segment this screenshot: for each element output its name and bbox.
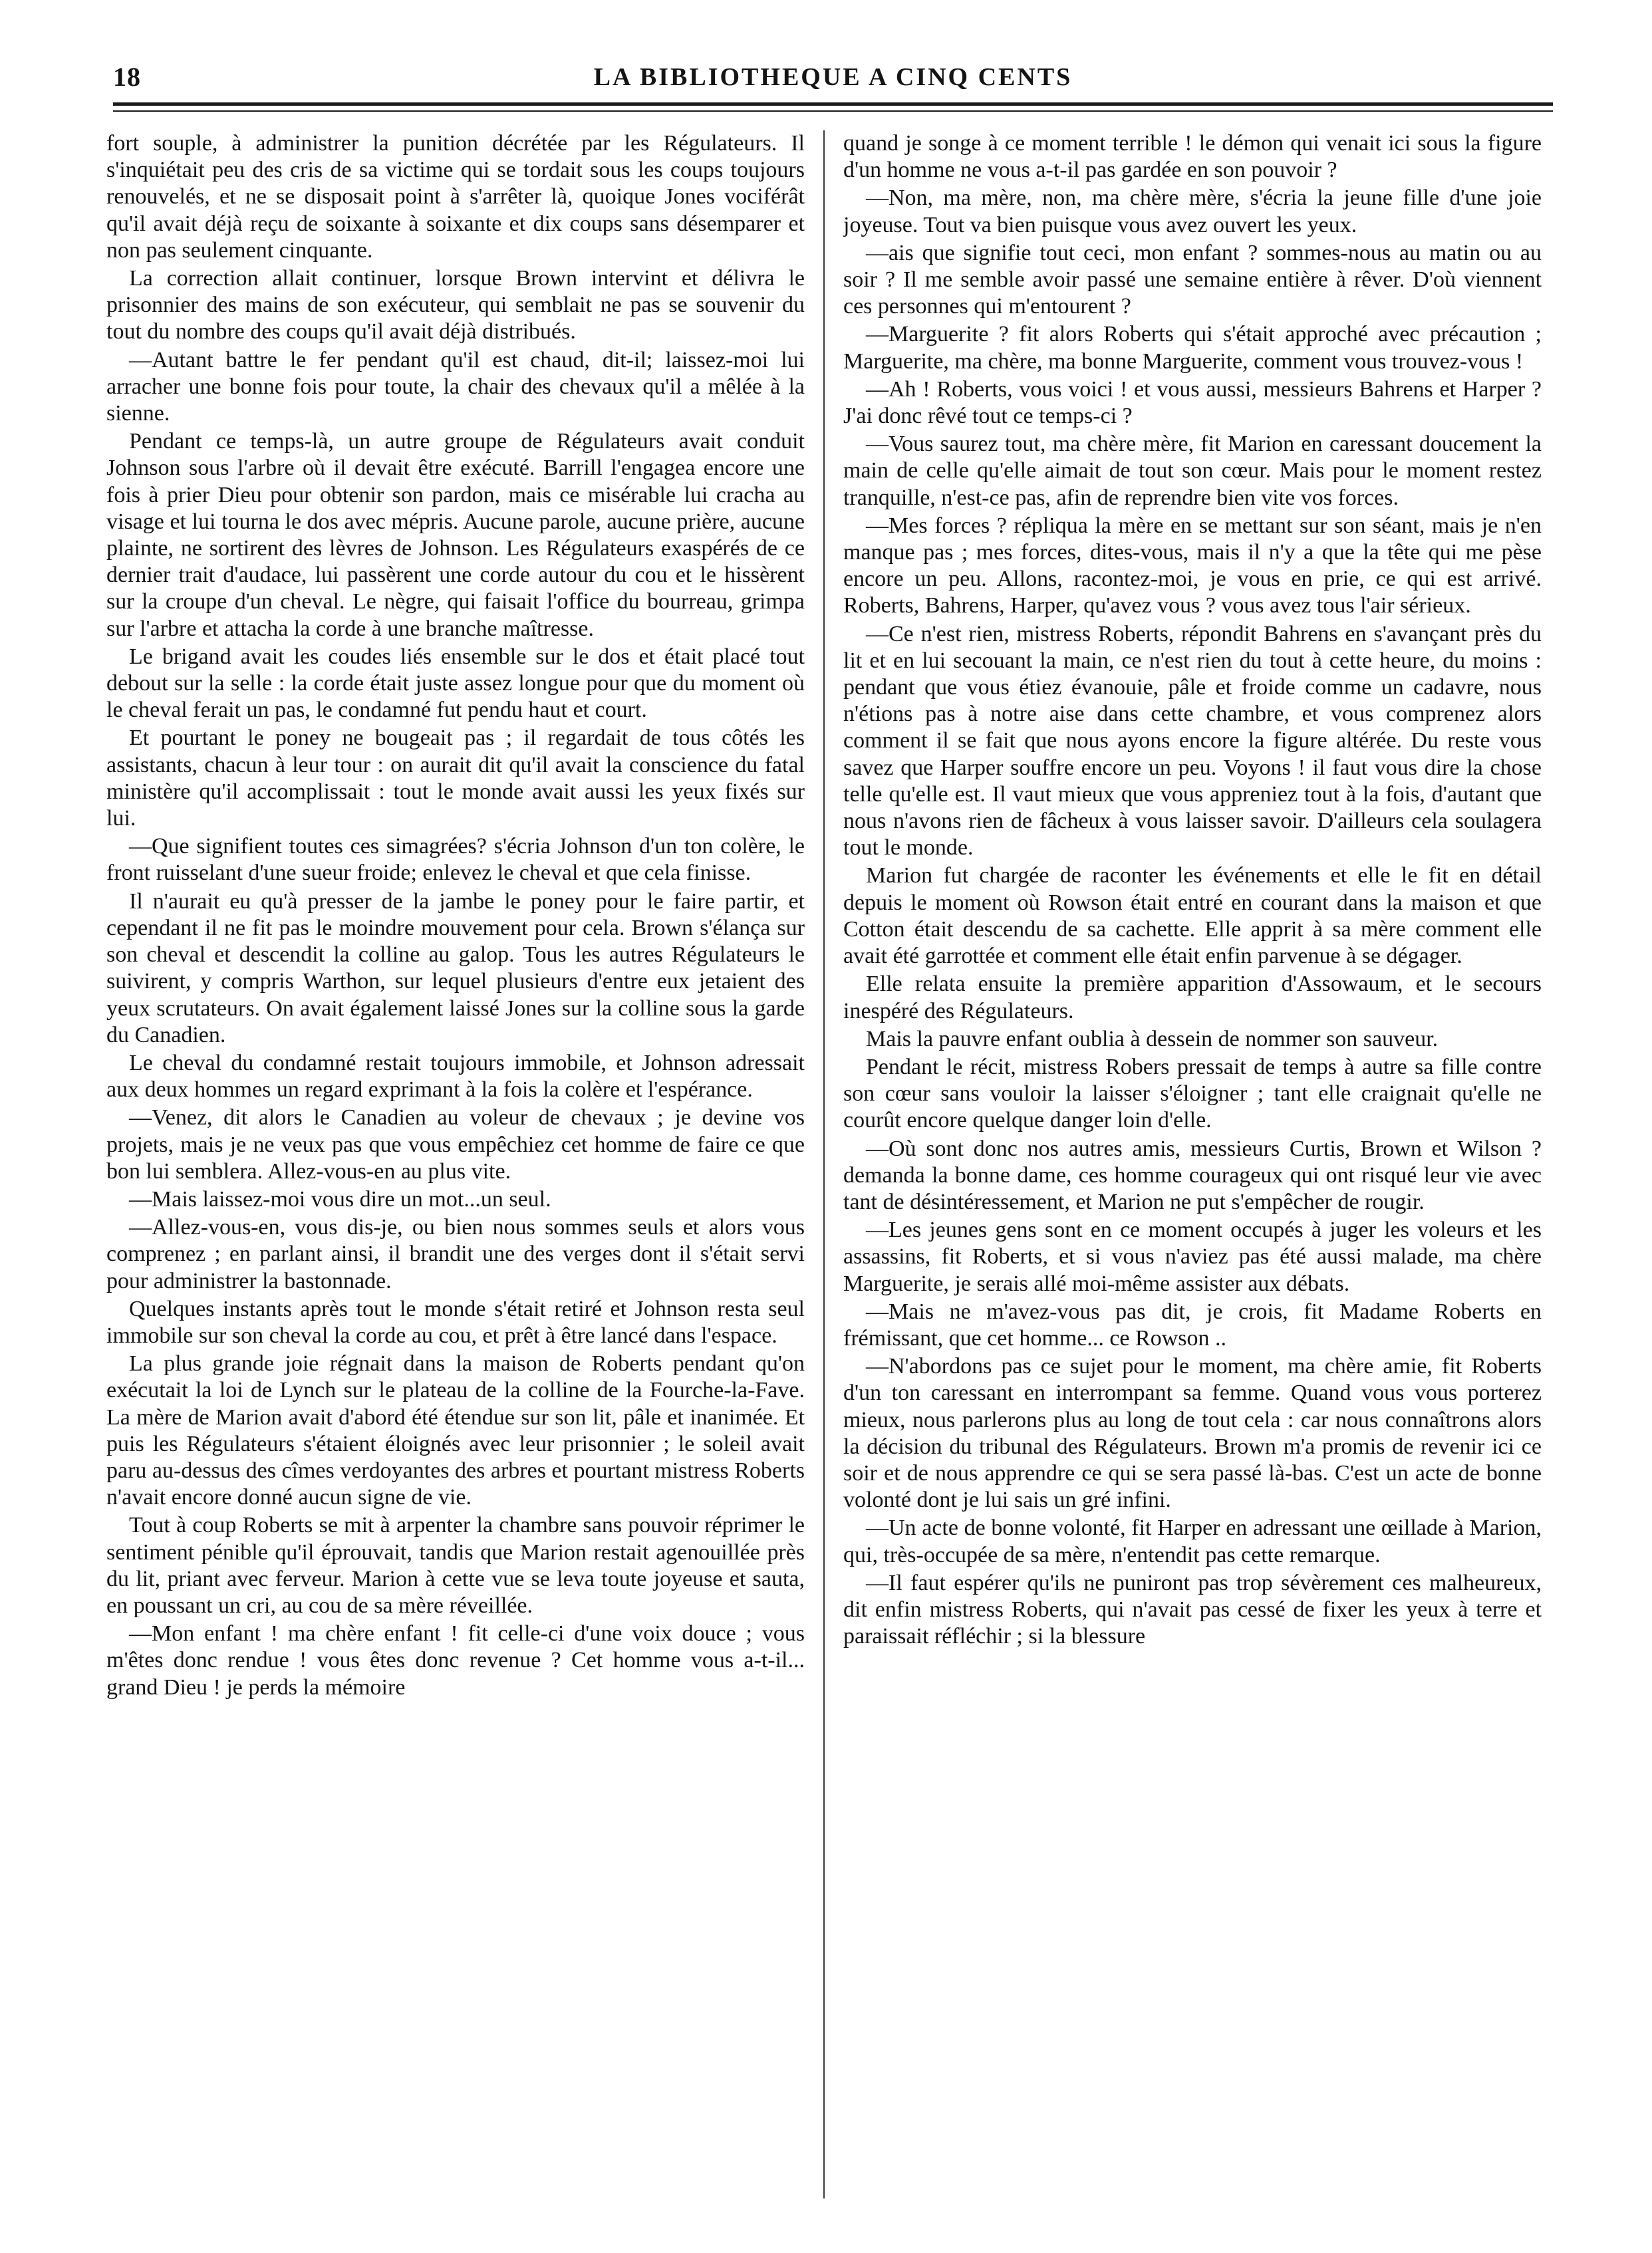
page-number: 18	[113, 62, 141, 92]
paragraph: Il n'aurait eu qu'à presser de la jambe le poney pour le faire partir, et cependant il ne fit pas le moindre mouvement pour cela. Brown s'élança sur son cheval et descendit la colline au galop. Tous les autres Régulateurs le suivirent, y compris Warthon, sur lequel plusieurs d'entre eux jetaient des yeux scrutateurs. On avait également laissé Jones sur la colline sous la garde du Canadien.	[106, 888, 805, 1047]
paragraph: —Mes forces ? répliqua la mère en se mettant sur son séant, mais je n'en manque pas ; mes forces, dites-vous, mais il n'y a que la tête qui me pèse encore un peu. Allons, racontez-moi, je vous en prie, ce qui est arrivé. Roberts, Bahrens, Harper, qu'avez vous ? vous avez tous l'air sérieux.	[843, 513, 1542, 618]
paragraph: Tout à coup Roberts se mit à arpenter la chambre sans pouvoir réprimer le sentiment pénible qu'il éprouvait, tandis que Marion restait agenouillée près du lit, priant avec ferveur. Marion à cette vue se leva toute joyeuse et sauta, en poussant un cri, au cou de sa mère réveillée.	[106, 1513, 805, 1618]
paragraph: —Il faut espérer qu'ils ne puniront pas trop sévèrement ces malheureux, dit enfin mistress Roberts, qui n'avait pas cessé de fixer les yeux à terre et paraissait réfléchir ; si la blessure	[843, 1570, 1542, 1649]
header-rule-thick	[113, 102, 1553, 106]
header-rule-thin	[113, 110, 1553, 112]
paragraph: —Ce n'est rien, mistress Roberts, répondit Bahrens en s'avançant près du lit et en lui secouant la main, ce n'est rien du tout à cette heure, du moins : pendant que vous étiez évanouie, pâle et froide comme un cadavre, nous n'étions pas à notre aise dans cette chambre, et vous comprenez alors comment il se fait que nous ayons encore la figure altérée. Du reste vous savez que Harper souffre encore un peu. Voyons ! il faut vous dire la chose telle qu'elle est. Il vaut mieux que vous appreniez tout à la fois, d'autant que nous n'avons rien de fâcheux à vous laisser savoir. D'ailleurs cela soulagera tout le monde.	[843, 621, 1542, 861]
paragraph: —Que signifient toutes ces simagrées? s'écria Johnson d'un ton colère, le front ruisselant d'une sueur froide; enlevez le cheval et que cela finisse.	[106, 834, 805, 886]
text-column-left	[106, 130, 805, 2205]
paragraph: —Où sont donc nos autres amis, messieurs Curtis, Brown et Wilson ? demanda la bonne dame, ces homme courageux qui ont risqué leur vie avec tant de désintéressement, et Marion ne put s'empêcher de rougir.	[843, 1136, 1542, 1214]
paragraph: —ais que signifie tout ceci, mon enfant ? sommes-nous au matin ou au soir ? Il me semble avoir passé une semaine entière à rêver. D'où viennent ces personnes qui m'entourent ?	[843, 240, 1542, 319]
paragraph: —Marguerite ? fit alors Roberts qui s'était approché avec précaution ; Marguerite, ma chère, ma bonne Marguerite, comment vous trouvez-vous !	[843, 322, 1542, 374]
paragraph: quand je songe à ce moment terrible ! le démon qui venait ici sous la figure d'un homme ne vous a-t-il pas gardée en son pouvoir ?	[843, 131, 1542, 183]
paragraph: Le brigand avait les coudes liés ensemble sur le dos et était placé tout debout sur la selle : la corde était juste assez longue pour que du moment où le cheval ferait un pas, le condamné fut pendu haut et court.	[106, 644, 805, 723]
running-title: LA BIBLIOTHEQUE A CINQ CENTS	[593, 63, 1073, 91]
paragraph: Elle relata ensuite la première apparition d'Assowaum, et le secours inespéré des Régulateurs.	[843, 972, 1542, 1023]
page-header	[113, 59, 1553, 98]
text-column-right	[843, 130, 1542, 2205]
paragraph: —Un acte de bonne volonté, fit Harper en adressant une œillade à Marion, qui, très-occupée de sa mère, n'entendit pas cette remarque.	[843, 1516, 1542, 1567]
paragraph: Pendant ce temps-là, un autre groupe de Régulateurs avait conduit Johnson sous l'arbre où il devait être exécuté. Barrill l'engagea encore une fois à prier Dieu pour obtenir son pardon, mais ce misérable lui cracha au visage et lui tourna le dos avec mépris. Aucune parole, aucune prière, aucune plainte, ne sortirent des lèvres de Johnson. Les Régulateurs exaspérés de ce dernier trait d'audace, lui passèrent une corde autour du cou et le hissèrent sur la croupe d'un cheval. Le nègre, qui faisait l'office du bourreau, grimpa sur l'arbre et attacha la corde à une branche maîtresse.	[106, 429, 805, 641]
paragraph: —Venez, dit alors le Canadien au voleur de chevaux ; je devine vos projets, mais je ne veux pas que vous empêchiez cet homme de faire ce que bon lui semblera. Allez-vous-en au plus vite.	[106, 1105, 805, 1184]
paragraph: Le cheval du condamné restait toujours immobile, et Johnson adressait aux deux hommes un regard exprimant à la fois la colère et l'espérance.	[106, 1050, 805, 1103]
paragraph: La plus grande joie régnait dans la maison de Roberts pendant qu'on exécutait la loi de Lynch sur le plateau de la colline de la Fourche-la-Fave. La mère de Marion avait d'abord été étendue sur son lit, pâle et inanimée. Et puis les Régulateurs s'étaient éloignés avec leur prisonnier ; le soleil avait paru au-dessus des cîmes verdoyantes des arbres et pourtant mistress Roberts n'avait encore donné aucun signe de vie.	[106, 1351, 805, 1510]
paragraph: Pendant le récit, mistress Robers pressait de temps à autre sa fille contre son cœur sans vouloir la laisser s'éloigner ; tant elle craignait qu'elle ne courût encore quelque danger loin d'elle.	[843, 1054, 1542, 1133]
paragraph: —Mais ne m'avez-vous pas dit, je crois, fit Madame Roberts en frémissant, que cet homme... ce Rowson ..	[843, 1299, 1542, 1351]
paragraph: —N'abordons pas ce sujet pour le moment, ma chère amie, fit Roberts d'un ton caressant en interrompant sa femme. Quand vous vous porterez mieux, nous parlerons plus au long de tout cela : car nous connaîtrons alors la décision du tribunal des Régulateurs. Brown m'a promis de revenir ici ce soir et de nous apprendre ce qui se sera passé là-bas. C'est un acte de bonne volonté dont je lui sais un gré infini.	[843, 1354, 1542, 1513]
paragraph: Et pourtant le poney ne bougeait pas ; il regardait de tous côtés les assistants, chacun à leur tour : on aurait dit qu'il avait la conscience du fatal ministère qu'il accomplissait : tout le monde avait aussi les yeux fixés sur lui.	[106, 726, 805, 831]
paragraph: —Non, ma mère, non, ma chère mère, s'écria la jeune fille d'une joie joyeuse. Tout va bien puisque vous avez ouvert les yeux.	[843, 186, 1542, 237]
paragraph: —Mais laissez-moi vous dire un mot...un seul.	[129, 1186, 551, 1212]
paragraph: —Les jeunes gens sont en ce moment occupés à juger les voleurs et les assassins, fit Roberts, et si vous n'aviez pas été aussi malade, ma chère Marguerite, je serais allé moi-même assister aux débats.	[843, 1218, 1542, 1296]
paragraph: —Autant battre le fer pendant qu'il est chaud, dit-il; laissez-moi lui arracher une bonne fois pour toute, la chair des chevaux qu'il a mêlée à la sienne.	[106, 347, 805, 426]
paragraph: —Allez-vous-en, vous dis-je, ou bien nous sommes seuls et alors vous comprenez ; en parlant ainsi, il brandit une des verges dont il s'était servi pour administrer la bastonnade.	[106, 1215, 805, 1293]
paragraph: Marion fut chargée de raconter les événements et elle le fit en détail depuis le moment où Rowson était entré en courant dans la maison et que Cotton était descendu de sa cachette. Elle apprit à sa mère comment elle avait été garrottée et comment elle était enfin parvenue à se dégager.	[843, 863, 1542, 969]
paragraph: —Mon enfant ! ma chère enfant ! fit celle-ci d'une voix douce ; vous m'êtes donc rendue ! vous êtes donc revenue ? Cet homme vous a-t-il... grand Dieu ! je perds la mémoire	[106, 1621, 805, 1700]
paragraph: Quelques instants après tout le monde s'était retiré et Johnson resta seul immobile sur son cheval la corde au cou, et prêt à être lancé dans l'espace.	[106, 1296, 805, 1348]
paragraph: —Vous saurez tout, ma chère mère, fit Marion en caressant doucement la main de celle qu'elle aimait de tout son cœur. Mais pour le moment restez tranquille, n'est-ce pas, afin de reprendre bien vite vos forces.	[843, 432, 1542, 510]
paragraph: fort souple, à administrer la punition décrétée par les Régulateurs. Il s'inquiétait peu des cris de sa victime qui se tordait sous les coups toujours renouvelés, et ne se disposait point à s'arrêter là, quoique Jones vociférât qu'il avait déjà reçu de soixante à soixante et dix coups sans désemparer et non pas seulement cinquante.	[106, 131, 805, 263]
paragraph: —Ah ! Roberts, vous voici ! et vous aussi, messieurs Bahrens et Harper ? J'ai donc rêvé tout ce temps-ci ?	[843, 376, 1542, 429]
paragraph: Mais la pauvre enfant oublia à dessein de nommer son sauveur.	[866, 1026, 1439, 1051]
column-divider	[823, 130, 825, 2198]
paragraph: La correction allait continuer, lorsque Brown intervint et délivra le prisonnier des mains de son exécuteur, qui semblait ne pas se souvenir du tout du nombre des coups qu'il avait déjà distribués.	[106, 266, 805, 344]
